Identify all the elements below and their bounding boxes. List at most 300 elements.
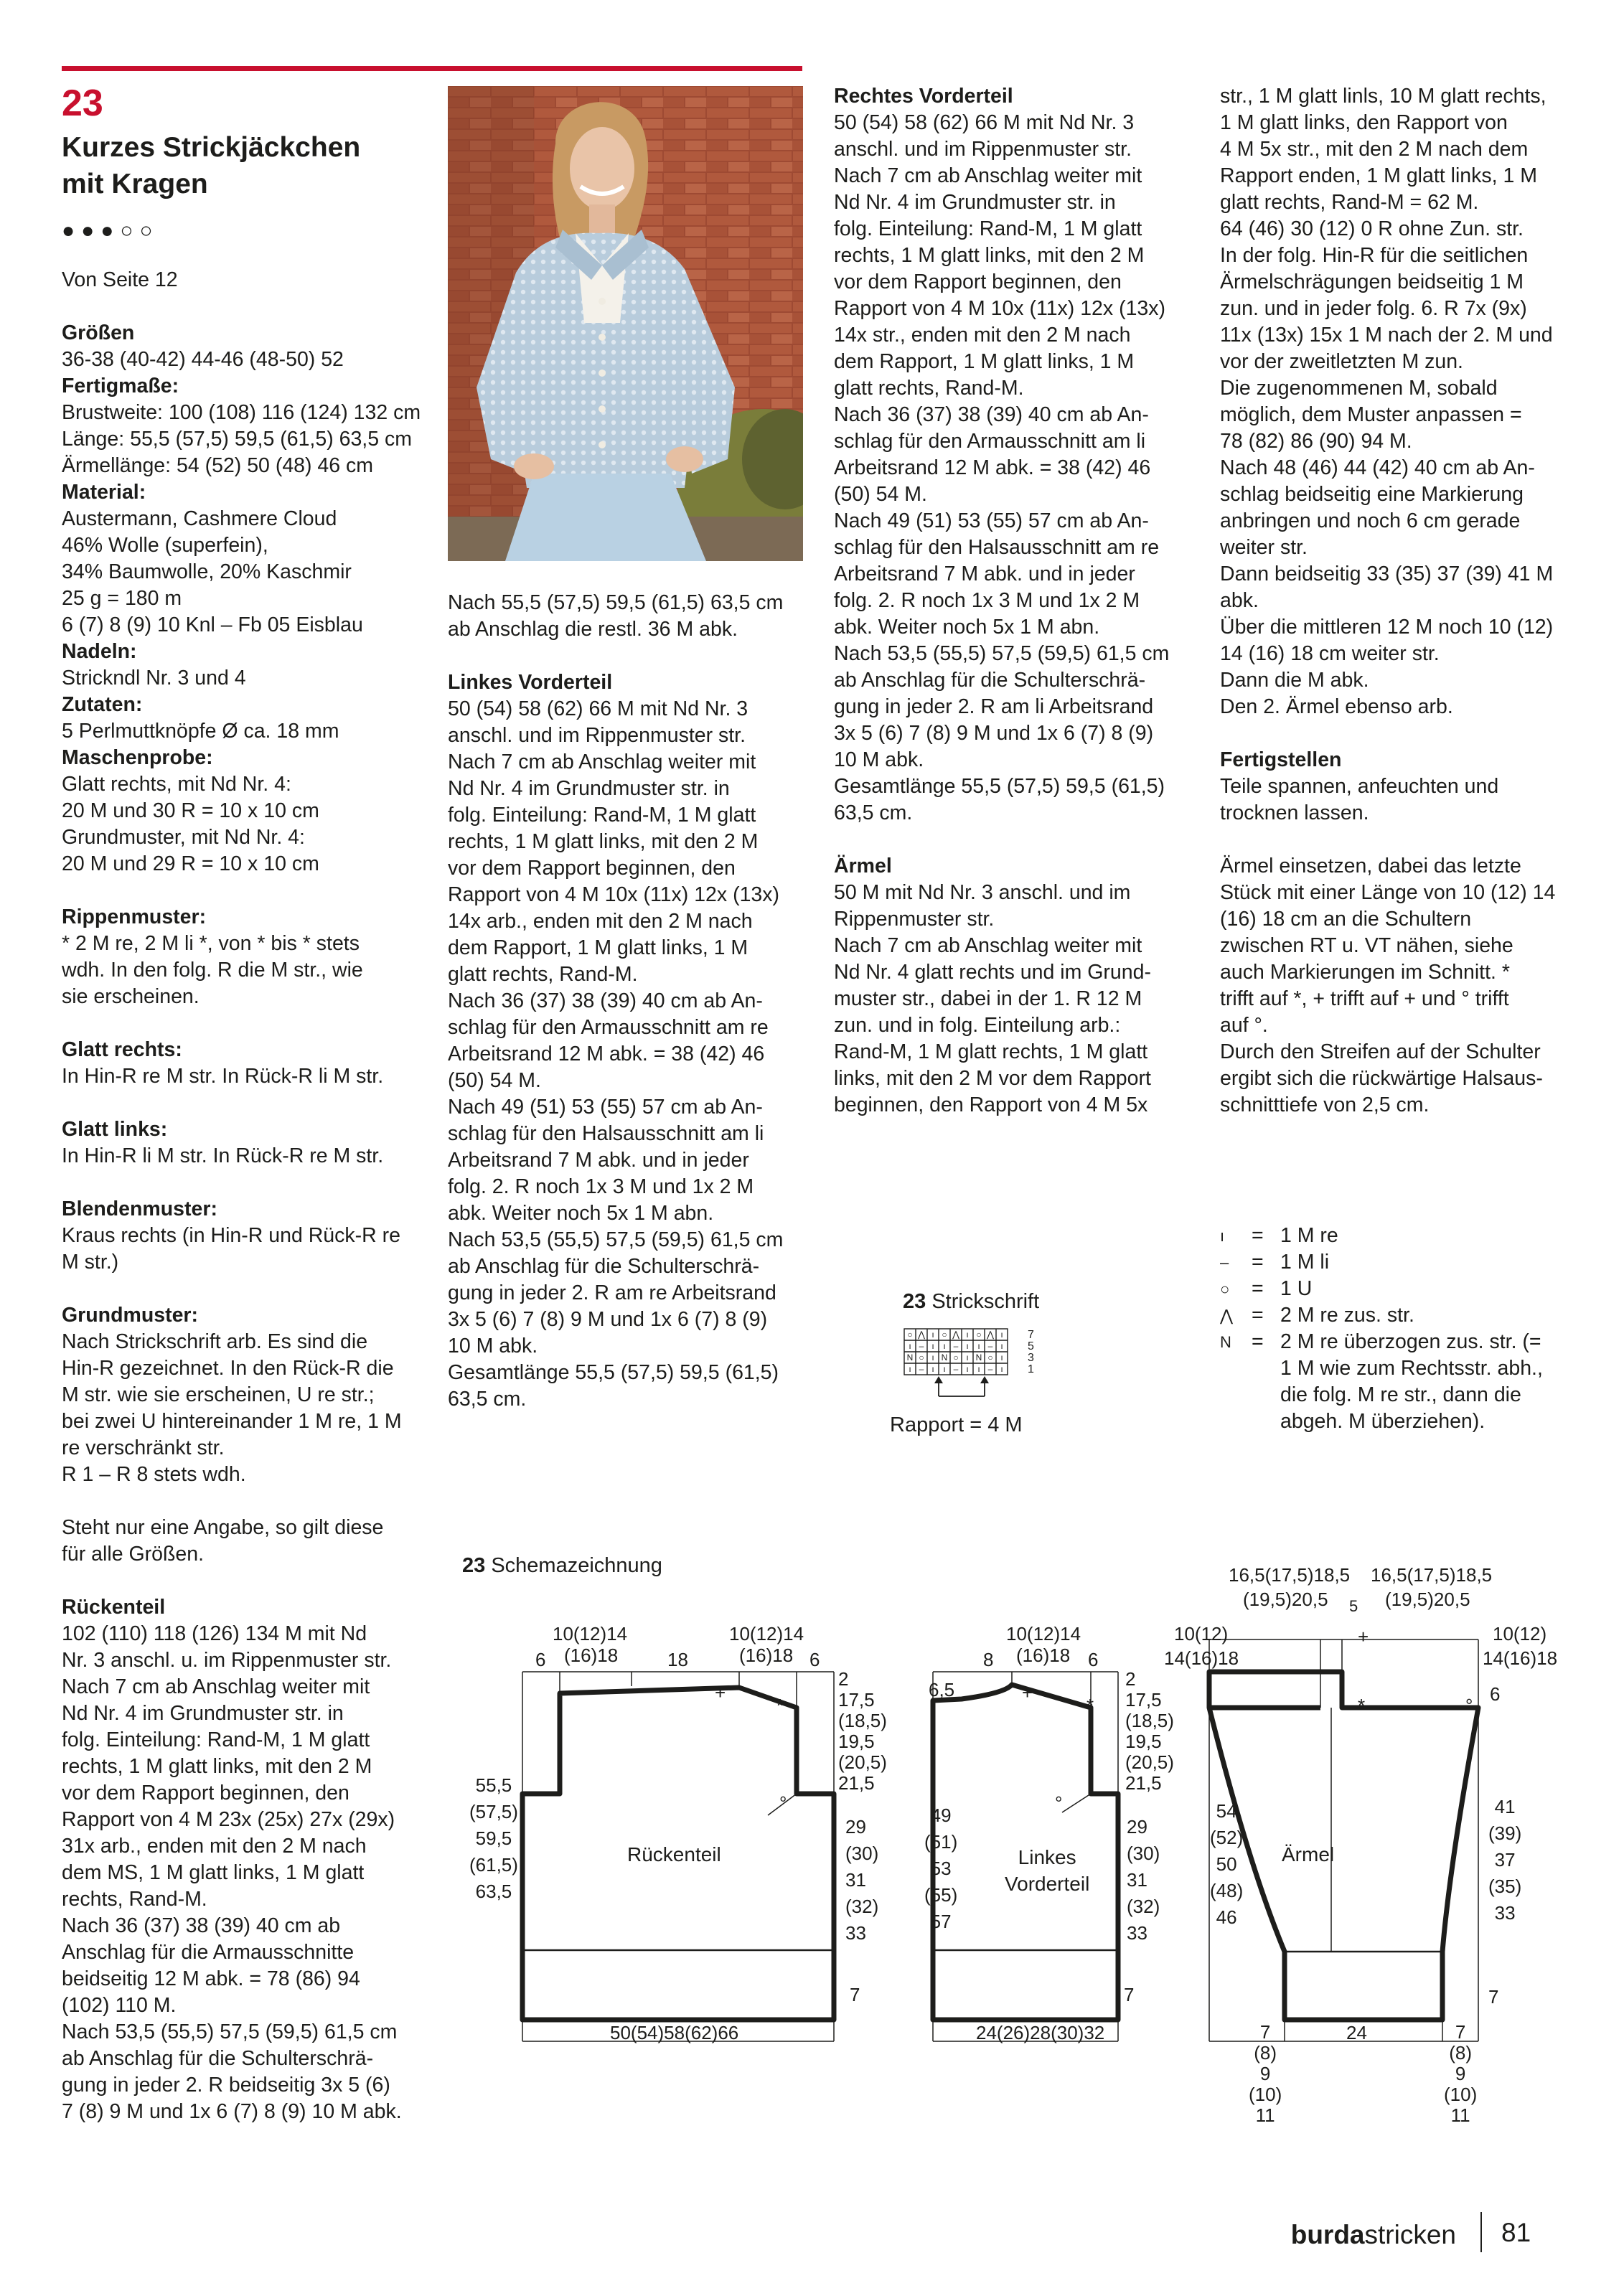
text-line: In Hin-R re M str. In Rück-R li M str. [62, 1065, 384, 1088]
column-2 [448, 590, 783, 1413]
front-right-values: 2 17,5 (18,5) 19,5 (20,5) 21,5 [1125, 1668, 1174, 1794]
text-line: (50) 54 M. [834, 483, 927, 506]
text-line: folg. 2. R noch 1x 3 M und 1x 2 M [448, 1175, 754, 1198]
svg-text:ı: ı [977, 1364, 980, 1374]
text-line: ergibt sich die rückwärtige Halsaus- [1220, 1067, 1543, 1090]
rapport-arrows [934, 1376, 989, 1396]
legend-equals: = [1252, 1304, 1264, 1327]
text-line: 102 (110) 118 (126) 134 M mit Nd [62, 1622, 367, 1645]
sleeve-outline [1209, 1639, 1478, 2041]
text-line: auf °. [1220, 1014, 1268, 1037]
legend-equals: = [1252, 1224, 1264, 1247]
section-heading: Größen [62, 321, 135, 344]
section-heading: Material: [62, 481, 146, 504]
text-line: 20 M und 29 R = 10 x 10 cm [62, 852, 319, 875]
text-line: vor dem Rapport beginnen, den [448, 857, 736, 880]
svg-text:○: ○ [976, 1330, 982, 1340]
text-line: 6 (7) 8 (9) 10 Knl – Fb 05 Eisblau [62, 613, 363, 636]
paragraph-gap [62, 293, 421, 320]
text-line: ab Anschlag die restl. 36 M abk. [448, 618, 738, 641]
svg-text:ı: ı [931, 1341, 934, 1351]
row-number: 7 [1028, 1329, 1034, 1341]
back-left-values: 55,5 (57,5) 59,5 (61,5) 63,5 [469, 1774, 518, 1902]
photo-illustration [448, 86, 803, 561]
sleeve-circle-mark: ° [1465, 1695, 1473, 1716]
sleeve-top-r2: (19,5)20,5 [1385, 1589, 1470, 1610]
text-line: Rand-M, 1 M glatt rechts, 1 M glatt [834, 1040, 1148, 1063]
text-line: folg. Einteilung: Rand-M, 1 M glatt [448, 804, 756, 827]
text-line: Nach 7 cm ab Anschlag weiter mit [62, 1675, 370, 1698]
section-heading: Zutaten: [62, 693, 143, 716]
svg-text:ı: ı [977, 1341, 980, 1351]
legend-symbol: N [1220, 1333, 1231, 1351]
text-line: Hin-R gezeichnet. In den Rück-R die [62, 1357, 394, 1380]
svg-text:ı: ı [966, 1352, 969, 1363]
text-line: Nd Nr. 4 im Grundmuster str. in [834, 191, 1116, 214]
symbol-legend [1220, 1223, 1543, 1435]
strickschrift-caption [903, 1289, 1039, 1314]
pattern-number: 23 [62, 83, 103, 124]
text-line: schlag für den Halsausschnitt am re [834, 536, 1160, 559]
text-line: Nd Nr. 4 im Grundmuster str. in [62, 1702, 344, 1725]
svg-text:ı: ı [943, 1341, 946, 1351]
legend-description [1280, 1223, 1338, 1249]
back-top-d: (16)18 [739, 1645, 794, 1666]
paragraph-gap [448, 643, 783, 669]
section-heading: Fertigmaße: [62, 375, 179, 397]
title-line-2: mit Kragen [62, 169, 208, 199]
row-number: 1 [1028, 1363, 1034, 1375]
back-top-c: 10(12)14 [729, 1623, 804, 1645]
text-line: In der folg. Hin-R für die seitlichen [1220, 244, 1529, 267]
paragraph-gap [1220, 827, 1555, 853]
text-line: Länge: 55,5 (57,5) 59,5 (61,5) 63,5 cm [62, 428, 412, 451]
legend-description-line: 2 M re zus. str. [1280, 1304, 1414, 1327]
legend-row [1220, 1276, 1543, 1302]
text-line: Nach 36 (37) 38 (39) 40 cm ab [62, 1914, 341, 1937]
text-line: str., 1 M glatt linls, 10 M glatt rechts, [1220, 85, 1546, 108]
text-line: für alle Größen. [62, 1543, 204, 1566]
text-line: Nach 36 (37) 38 (39) 40 cm ab An- [834, 403, 1149, 426]
front-star-mark: * [1086, 1695, 1094, 1716]
section-heading: Rechtes Vorderteil [834, 85, 1013, 108]
paragraph-gap [62, 878, 421, 904]
front-bottom: 24(26)28(30)32 [976, 2022, 1105, 2043]
text-line: 3x 5 (6) 7 (8) 9 M und 1x 6 (7) 8 (9) [834, 722, 1154, 745]
front-left-values: 49 (51) 53 (55) 57 [924, 1805, 958, 1932]
text-line: folg. 2. R noch 1x 3 M und 1x 2 M [834, 589, 1140, 612]
text-line: Die zugenommenen M, sobald [1220, 377, 1498, 400]
svg-text:–: – [919, 1341, 924, 1351]
back-top-mid: 18 [667, 1649, 688, 1670]
text-line: anschl. und im Rippenmuster str. [834, 138, 1132, 161]
text-line: sie erscheinen. [62, 985, 200, 1008]
text-line: ab Anschlag für die Schulterschrä- [62, 2047, 374, 2070]
sleeve-top-r1: 16,5(17,5)18,5 [1371, 1564, 1493, 1586]
text-line: Teile spannen, anfeuchten und [1220, 775, 1499, 798]
text-line: 50 (54) 58 (62) 66 M mit Nd Nr. 3 [834, 111, 1135, 134]
svg-text:○: ○ [987, 1352, 993, 1363]
front-top-right: 6 [1088, 1649, 1099, 1670]
text-line: beidseitig 12 M abk. = 78 (86) 94 [62, 1967, 360, 1990]
sleeve-bottom-left: 7 (8) 9 (10) 11 [1249, 2021, 1282, 2126]
text-line: 25 g = 180 m [62, 587, 182, 610]
section-heading: Nadeln: [62, 640, 137, 663]
text-line: weiter str. [1220, 536, 1308, 559]
paragraph-gap [1220, 720, 1555, 747]
text-line: * 2 M re, 2 M li *, von * bis * stets [62, 932, 360, 955]
schema-lines [522, 1639, 1478, 2041]
sleeve-left-values: 54 (52) 50 (48) 46 [1210, 1800, 1244, 1928]
text-line: Den 2. Ärmel ebenso arb. [1220, 695, 1453, 718]
back-top-b: (16)18 [564, 1645, 619, 1666]
svg-text:○: ○ [907, 1330, 913, 1340]
text-line: trifft auf *, + trifft auf + und ° trifft [1220, 987, 1509, 1010]
sleeve-cap-l1: 10(12) [1174, 1623, 1229, 1645]
text-line: Arbeitsrand 7 M abk. und in jeder [448, 1149, 749, 1172]
legend-rows [1220, 1223, 1543, 1435]
legend-description [1280, 1249, 1329, 1276]
sleeve-top-l2: (19,5)20,5 [1243, 1589, 1328, 1610]
column-3 [834, 83, 1169, 1119]
text-line: Nach 49 (51) 53 (55) 57 cm ab An- [834, 509, 1149, 532]
text-line: Rapport von 4 M 10x (11x) 12x (13x) [834, 297, 1166, 320]
svg-text:ı: ı [966, 1341, 969, 1351]
text-line: glatt rechts, Rand-M = 62 M. [1220, 191, 1479, 214]
front-plus-mark: + [1022, 1682, 1033, 1703]
sleeve-top-mid: 5 [1349, 1597, 1358, 1615]
text-line: schlag für den Halsausschnitt am li [448, 1122, 764, 1145]
text-line: folg. Einteilung: Rand-M, 1 M glatt [834, 217, 1142, 240]
text-line: 1 M glatt links, den Rapport von [1220, 111, 1508, 134]
svg-text:–: – [953, 1341, 959, 1351]
text-line: 3x 5 (6) 7 (8) 9 M und 1x 6 (7) 8 (9) [448, 1308, 768, 1331]
text-line: 20 M und 30 R = 10 x 10 cm [62, 799, 319, 822]
legend-symbol: – [1220, 1253, 1229, 1271]
legend-symbol: ı [1220, 1227, 1225, 1245]
text-line: Über die mittleren 12 M noch 10 (12) [1220, 616, 1554, 639]
text-line: 14x str., enden mit den 2 M nach [834, 324, 1131, 347]
text-line: 5 Perlmuttknöpfe Ø ca. 18 mm [62, 720, 339, 743]
svg-text:ı: ı [1000, 1341, 1003, 1351]
sleeve-star-mark: * [1358, 1695, 1366, 1716]
strickschrift-label: Strickschrift [931, 1290, 1040, 1313]
schema-number: 23 [462, 1554, 486, 1577]
text-line: rechts, 1 M glatt links, mit den 2 M [62, 1755, 372, 1778]
legend-equals: = [1252, 1330, 1264, 1353]
text-line: Nach 53,5 (55,5) 57,5 (59,5) 61,5 cm [834, 642, 1170, 665]
text-line: gung in jeder 2. R am li Arbeitsrand [834, 695, 1154, 718]
section-heading: Ärmel [834, 855, 892, 878]
section-heading: Blendenmuster: [62, 1198, 217, 1220]
footer-separator [1480, 2212, 1482, 2252]
text-line: (102) 110 M. [62, 1994, 177, 2017]
text-line: (50) 54 M. [448, 1069, 541, 1092]
text-line: Strickndl Nr. 3 und 4 [62, 667, 246, 690]
svg-text:–: – [953, 1364, 959, 1374]
text-line: gung in jeder 2. R beidseitig 3x 5 (6) [62, 2074, 390, 2097]
back-top-a: 10(12)14 [553, 1623, 628, 1645]
section-heading: Glatt links: [62, 1118, 168, 1141]
legend-description-line: 1 U [1280, 1277, 1313, 1300]
legend-description [1280, 1302, 1414, 1329]
text-line: Gesamtlänge 55,5 (57,5) 59,5 (61,5) [834, 775, 1165, 798]
text-line: Rapport von 4 M 10x (11x) 12x (13x) [448, 883, 780, 906]
text-line: trocknen lassen. [1220, 801, 1369, 824]
legend-description-line: 1 M wie zum Rechtsstr. abh., [1280, 1357, 1543, 1380]
legend-symbol: ○ [1220, 1280, 1230, 1298]
text-line: 14x arb., enden mit den 2 M nach [448, 910, 753, 933]
column-4 [1220, 83, 1555, 1119]
text-line: schlag für den Armausschnitt am li [834, 430, 1146, 453]
svg-text:○: ○ [942, 1330, 947, 1340]
text-line: rechts, 1 M glatt links, mit den 2 M [448, 830, 759, 853]
text-line: glatt rechts, Rand-M. [834, 377, 1024, 400]
section-heading: Fertigstellen [1220, 748, 1342, 771]
row-number: 5 [1028, 1340, 1034, 1352]
section-heading: Glatt rechts: [62, 1038, 182, 1061]
text-line: 10 M abk. [834, 748, 924, 771]
legend-description-line: abgeh. M überziehen). [1280, 1410, 1485, 1433]
schema-label: Schemazeichnung [491, 1554, 662, 1577]
text-line: dem MS, 1 M glatt links, 1 M glatt [62, 1861, 365, 1884]
text-line: wdh. In den folg. R die M str., wie [62, 959, 363, 982]
text-line: 63,5 cm. [834, 801, 913, 824]
svg-text:N: N [975, 1352, 982, 1363]
svg-text:ı: ı [1000, 1352, 1003, 1363]
text-line: 46% Wolle (superfein), [62, 534, 268, 557]
sleeve-top-l1: 16,5(17,5)18,5 [1229, 1564, 1351, 1586]
text-line: folg. Einteilung: Rand-M, 1 M glatt [62, 1728, 370, 1751]
paragraph-gap [834, 827, 1169, 853]
text-line: zun. und in jeder folg. 6. R 7x (9x) [1220, 297, 1527, 320]
text-line: dem Rapport, 1 M glatt links, 1 M [448, 936, 748, 959]
text-line: anschl. und im Rippenmuster str. [448, 724, 746, 747]
brand-rest: stricken [1364, 2220, 1456, 2249]
text-line: Kraus rechts (in Hin-R und Rück-R re [62, 1224, 400, 1247]
sleeve-bottom-right: 7 (8) 9 (10) 11 [1444, 2021, 1478, 2126]
svg-text:⋀: ⋀ [918, 1330, 925, 1340]
svg-text:ı: ı [1000, 1364, 1003, 1374]
svg-text:ı: ı [931, 1330, 934, 1340]
paragraph-gap [62, 1170, 421, 1196]
legend-equals: = [1252, 1277, 1264, 1300]
text-line: abk. Weiter noch 5x 1 M abn. [448, 1202, 714, 1225]
text-line: Nach Strickschrift arb. Es sind die [62, 1330, 368, 1353]
back-plus-mark: + [715, 1682, 726, 1703]
svg-text:ı: ı [943, 1364, 946, 1374]
back-top-left: 6 [535, 1649, 546, 1670]
legend-row [1220, 1302, 1543, 1329]
text-line: Stück mit einer Länge von 10 (12) 14 [1220, 881, 1556, 904]
back-right-values: 2 17,5 (18,5) 19,5 (20,5) 21,5 [838, 1668, 887, 1794]
paragraph-gap [62, 1010, 421, 1037]
text-line: Nach 55,5 (57,5) 59,5 (61,5) 63,5 cm [448, 591, 784, 614]
pattern-title [62, 129, 360, 202]
text-line: Gesamtlänge 55,5 (57,5) 59,5 (61,5) [448, 1361, 779, 1384]
sleeve-plus-mark: + [1358, 1626, 1369, 1647]
text-line: links, mit den 2 M vor dem Rapport [834, 1067, 1151, 1090]
brand-bold: burda [1290, 2220, 1365, 2249]
back-right-lower: 29 (30) 31 (32) 33 [845, 1816, 879, 1944]
text-line: Nach 53,5 (55,5) 57,5 (59,5) 61,5 cm [448, 1228, 784, 1251]
legend-symbol: ⋀ [1220, 1307, 1234, 1325]
legend-description-line: 1 M re [1280, 1224, 1338, 1247]
text-line: Nach 7 cm ab Anschlag weiter mit [834, 164, 1142, 187]
text-line: anbringen und noch 6 cm gerade [1220, 509, 1521, 532]
text-line: Austermann, Cashmere Cloud [62, 507, 337, 530]
sleeve-bottom-mid: 24 [1346, 2022, 1367, 2043]
front-top-a: 10(12)14 [1006, 1623, 1081, 1645]
legend-row [1220, 1249, 1543, 1276]
svg-text:ı: ı [966, 1330, 969, 1340]
legend-equals: = [1252, 1251, 1264, 1274]
text-line: Glatt rechts, mit Nd Nr. 4: [62, 773, 291, 796]
section-heading: Grundmuster: [62, 1304, 199, 1327]
svg-text:ı: ı [1000, 1330, 1003, 1340]
text-line: Ärmel einsetzen, dabei das letzte [1220, 855, 1521, 878]
front-circle-mark: ° [1055, 1792, 1063, 1814]
text-line: Dann die M abk. [1220, 669, 1369, 692]
front-top-left: 8 [983, 1649, 994, 1670]
sleeve-cap-r1: 10(12) [1493, 1623, 1547, 1645]
text-line: 7 (8) 9 M und 1x 6 (7) 8 (9) 10 M abk. [62, 2100, 402, 2123]
text-line: Rippenmuster str. [834, 908, 995, 931]
text-line: Brustweite: 100 (108) 116 (124) 132 cm [62, 401, 421, 424]
back-piece-name: Rückenteil [627, 1843, 721, 1866]
text-line: Nr. 3 anschl. u. im Rippenmuster str. [62, 1649, 392, 1672]
text-line: Nach 49 (51) 53 (55) 57 cm ab An- [448, 1096, 763, 1119]
row-number: 3 [1028, 1352, 1034, 1364]
text-line: ab Anschlag für die Schulterschrä- [834, 669, 1146, 692]
text-line: Grundmuster, mit Nd Nr. 4: [62, 826, 305, 849]
text-line: In Hin-R li M str. In Rück-R re M str. [62, 1144, 384, 1167]
text-line: 14 (16) 18 cm weiter str. [1220, 642, 1440, 665]
legend-description-line: 1 M li [1280, 1251, 1330, 1274]
svg-text:–: – [987, 1341, 993, 1351]
svg-text:ı: ı [931, 1352, 934, 1363]
section-heading: Rippenmuster: [62, 905, 207, 928]
back-rib: 7 [850, 1984, 860, 2005]
text-line: M str.) [62, 1251, 119, 1274]
front-neck: 6,5 [929, 1679, 955, 1700]
sleeve-cap-r2: 14(16)18 [1483, 1647, 1558, 1669]
text-line: vor dem Rapport beginnen, den [834, 270, 1122, 293]
text-line: Von Seite 12 [62, 268, 178, 291]
sleeve-right-top: 6 [1490, 1683, 1501, 1705]
page-number: 81 [1501, 2218, 1531, 2247]
text-line: Arbeitsrand 12 M abk. = 38 (42) 46 [834, 456, 1151, 479]
text-line: gung in jeder 2. R am re Arbeitsrand [448, 1281, 776, 1304]
text-line: (16) 18 cm an die Schultern [1220, 908, 1472, 931]
svg-text:ı: ı [966, 1364, 969, 1374]
back-top-right: 6 [809, 1649, 820, 1670]
text-line: Nach 36 (37) 38 (39) 40 cm ab An- [448, 989, 763, 1012]
text-line: Arbeitsrand 12 M abk. = 38 (42) 46 [448, 1043, 765, 1065]
text-line: schnitttiefe von 2,5 cm. [1220, 1093, 1430, 1116]
text-line: schlag beidseitig eine Markierung [1220, 483, 1524, 506]
text-line: glatt rechts, Rand-M. [448, 963, 638, 986]
text-line: 36-38 (40-42) 44-46 (48-50) 52 [62, 348, 344, 371]
paragraph-gap [62, 1488, 421, 1515]
front-right-lower: 29 (30) 31 (32) 33 [1127, 1816, 1160, 1944]
svg-text:ı: ı [909, 1341, 911, 1351]
legend-description [1280, 1329, 1543, 1435]
text-line: Anschlag für die Armausschnitte [62, 1941, 355, 1964]
back-star-mark: * [776, 1695, 784, 1716]
text-line: re verschränkt str. [62, 1436, 225, 1459]
text-line: Nach 48 (46) 44 (42) 40 cm ab An- [1220, 456, 1535, 479]
text-line: rechts, 1 M glatt links, mit den 2 M [834, 244, 1145, 267]
paragraph-gap [62, 1090, 421, 1116]
sleeve-rib: 7 [1488, 1986, 1499, 2008]
svg-text:ı: ı [931, 1364, 934, 1374]
svg-text:–: – [987, 1364, 993, 1374]
sleeve-cap-l2: 14(16)18 [1164, 1647, 1239, 1669]
sleeve-right-values: 41 (39) 37 (35) 33 [1488, 1796, 1522, 1924]
magazine-brand [1291, 2219, 1456, 2251]
text-line: Arbeitsrand 7 M abk. und in jeder [834, 563, 1135, 585]
column-1 [62, 267, 421, 2125]
text-line: muster str., dabei in der 1. R 12 M [834, 987, 1142, 1010]
text-line: schlag für den Armausschnitt am re [448, 1016, 769, 1039]
text-line: bei zwei U hintereinander 1 M re, 1 M [62, 1410, 402, 1433]
text-line: auch Markierungen im Schnitt. * [1220, 961, 1510, 984]
text-line: abk. Weiter noch 5x 1 M abn. [834, 616, 1100, 639]
legend-description-line: 2 M re überzogen zus. str. (= [1280, 1330, 1541, 1353]
front-piece-name: Linkes Vorderteil [1005, 1846, 1090, 1895]
front-top-b: (16)18 [1016, 1645, 1071, 1666]
legend-description [1280, 1276, 1312, 1302]
text-line: 63,5 cm. [448, 1388, 527, 1411]
svg-text:ı: ı [909, 1364, 911, 1374]
svg-text:N: N [906, 1352, 914, 1363]
legend-row [1220, 1223, 1543, 1249]
text-line: zwischen RT u. VT nähen, siehe [1220, 934, 1513, 957]
text-line: 11x (13x) 15x 1 M nach der 2. M und [1220, 324, 1553, 347]
text-line: vor dem Rapport beginnen, den [62, 1782, 349, 1805]
text-line: 50 (54) 58 (62) 66 M mit Nd Nr. 3 [448, 697, 748, 720]
strickschrift-number: 23 [903, 1290, 926, 1313]
section-heading: Linkes Vorderteil [448, 671, 613, 694]
front-rib: 7 [1124, 1984, 1135, 2005]
text-line: dem Rapport, 1 M glatt links, 1 M [834, 350, 1135, 373]
sleeve-piece-name: Ärmel [1282, 1843, 1335, 1866]
text-line: möglich, dem Muster anpassen = [1220, 403, 1522, 426]
text-line: Nd Nr. 4 glatt rechts und im Grund- [834, 961, 1151, 984]
section-heading: Rückenteil [62, 1596, 166, 1619]
model-photo [448, 86, 803, 561]
text-line: beginnen, den Rapport von 4 M 5x [834, 1093, 1148, 1116]
title-line-1: Kurzes Strickjäckchen [62, 132, 361, 163]
text-line: Nach 7 cm ab Anschlag weiter mit [448, 751, 756, 773]
text-line: Rapport von 4 M 23x (25x) 27x (29x) [62, 1808, 395, 1831]
text-line: 34% Baumwolle, 20% Kaschmir [62, 560, 352, 583]
svg-text:⋀: ⋀ [952, 1330, 959, 1340]
text-line: 78 (82) 86 (90) 94 M. [1220, 430, 1412, 453]
text-line: zun. und in folg. Einteilung arb.: [834, 1014, 1121, 1037]
row-numbers [1028, 1329, 1034, 1375]
text-line: 31x arb., enden mit den 2 M nach [62, 1835, 367, 1858]
section-heading: Maschenprobe: [62, 746, 213, 769]
paragraph-gap [62, 1568, 421, 1594]
text-line: Durch den Streifen auf der Schulter [1220, 1040, 1541, 1063]
back-circle-mark: ° [779, 1792, 787, 1814]
svg-text:N: N [941, 1352, 948, 1363]
text-line: Nd Nr. 4 im Grundmuster str. in [448, 777, 730, 800]
text-line: rechts, Rand-M. [62, 1888, 207, 1911]
legend-row [1220, 1329, 1543, 1435]
